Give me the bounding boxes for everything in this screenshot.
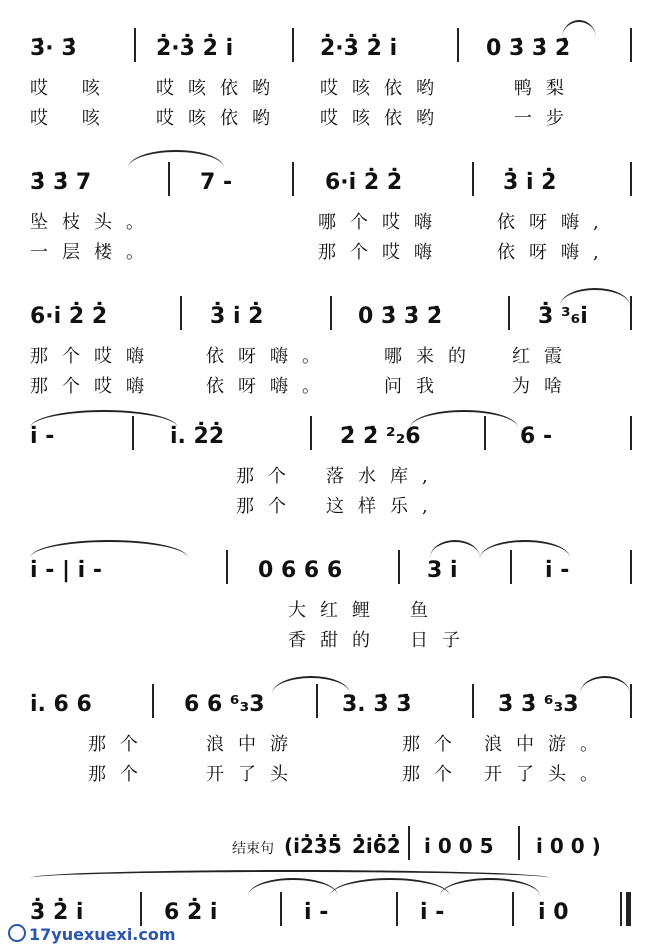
- lyric-text: 坠枝头。: [30, 212, 158, 233]
- bar-line: [330, 296, 332, 330]
- note-group: 3̇ ³₆i̇: [538, 304, 588, 329]
- lyric-text: 一步: [514, 108, 578, 129]
- note-group: 0 6 6 6: [258, 558, 343, 583]
- note-group: i̇ -: [30, 424, 55, 449]
- bar-line: [508, 296, 510, 330]
- lyric-line: [0, 492, 659, 520]
- note-group: i̇ 0 0 ): [536, 834, 601, 858]
- bar-line: [630, 416, 632, 450]
- bar-line: [292, 28, 294, 62]
- bar-line: [512, 892, 514, 926]
- score-system: [0, 550, 659, 670]
- note-group: 6·i̇ 2̇ 2̇: [30, 304, 108, 329]
- bar-line: [408, 826, 410, 860]
- slur-mark: [330, 878, 450, 896]
- lyric-text: 为啥: [512, 376, 576, 397]
- lyric-text: 那个: [402, 764, 466, 785]
- lyric-text: 这样乐,: [326, 496, 442, 517]
- note-group: 0 3̇ 3̇ 2̇: [358, 304, 443, 329]
- lyric-text: 落水库,: [326, 466, 442, 487]
- note-group: i̇ 0: [538, 900, 569, 925]
- lyric-text: 开了头: [206, 764, 302, 785]
- lyric-line: [0, 238, 659, 266]
- lyric-text: 那个哎嗨: [30, 346, 158, 367]
- lyric-text: 鸭梨: [514, 78, 578, 99]
- lyric-text: 开了头。: [484, 764, 612, 785]
- lyric-text: 哎咳依哟: [156, 78, 284, 99]
- lyric-line: [0, 104, 659, 132]
- bar-line: [472, 684, 474, 718]
- notes-line: [0, 28, 659, 64]
- lyric-text: 依呀嗨,: [497, 212, 613, 233]
- lyric-line: [0, 760, 659, 788]
- lyric-text: 一层楼。: [30, 242, 158, 263]
- bar-line: [630, 296, 632, 330]
- note-group: i̇. 6 6: [30, 692, 92, 717]
- note-group: 3. 3̇ 3̇: [342, 692, 412, 717]
- notes-line: [0, 162, 659, 198]
- note-group: i̇ 0 0 5: [424, 834, 494, 858]
- lyric-line: [0, 596, 659, 624]
- note-group: 3̇ i̇ 2̇: [503, 170, 557, 195]
- lyric-text: 红霞: [512, 346, 576, 367]
- bar-line: [226, 550, 228, 584]
- lyric-text: 那个哎嗨: [30, 376, 158, 397]
- lyric-text: 哎咳依哟: [320, 108, 448, 129]
- lyric-line: [0, 208, 659, 236]
- bar-line: [140, 892, 142, 926]
- lyric-line: [0, 74, 659, 102]
- bar-line: [280, 892, 282, 926]
- note-group: 6 -: [520, 424, 553, 449]
- note-group: 2̇·3̇ 2̇ i̇: [156, 36, 234, 61]
- slur-mark: [272, 676, 350, 694]
- slur-mark: [430, 540, 480, 558]
- note-group: 3 i̇: [427, 558, 458, 583]
- bar-line: [310, 416, 312, 450]
- lyric-text: 日子: [410, 630, 474, 651]
- bar-line: [396, 892, 398, 926]
- final-barline-thick: [626, 892, 631, 926]
- note-group: 3̇ 3̇ ⁶₃3: [498, 692, 579, 717]
- lyric-text: 依呀嗨。: [206, 346, 334, 367]
- note-group: 3̇· 3̇: [30, 36, 77, 61]
- lyric-text: 依呀嗨。: [206, 376, 334, 397]
- ending-label: 结束句: [232, 841, 274, 857]
- slur-mark: [440, 878, 540, 896]
- lyric-text: 那个: [236, 466, 300, 487]
- slur-mark: [30, 870, 550, 878]
- lyric-text: 大红鲤: [288, 600, 384, 621]
- score-system: [0, 162, 659, 282]
- note-group: 0 3̇ 3̇ 2̇: [486, 36, 571, 61]
- bar-line: [457, 28, 459, 62]
- note-group: i̇ -: [545, 558, 570, 583]
- bar-line: [134, 28, 136, 62]
- note-group: 6·i̇ 2̇ 2̇: [325, 170, 403, 195]
- note-group: 6 6 ⁶₃3: [184, 692, 265, 717]
- bar-line: [472, 162, 474, 196]
- slur-mark: [562, 20, 596, 38]
- lyric-text: 哎咳依哟: [156, 108, 284, 129]
- note-group: i̇ -: [420, 900, 445, 925]
- score-system: [0, 416, 659, 536]
- lyric-text: 浪中游: [206, 734, 302, 755]
- score-system: [0, 296, 659, 416]
- lyric-text: 香甜的: [288, 630, 384, 651]
- note-group: 6 2̇ i̇: [164, 900, 218, 925]
- note-group: i̇ - | i̇ -: [30, 558, 103, 583]
- lyric-text: 哎 咳: [30, 78, 114, 99]
- lyric-text: 浪中游。: [484, 734, 612, 755]
- slur-mark: [580, 676, 630, 694]
- bar-line: [630, 162, 632, 196]
- lyric-text: 那个: [236, 496, 300, 517]
- lyric-text: 那个: [88, 764, 152, 785]
- lyric-line: [0, 342, 659, 370]
- lyric-text: 哎咳依哟: [320, 78, 448, 99]
- lyric-line: [0, 626, 659, 654]
- logo-icon: [8, 924, 26, 942]
- note-group: 2̇i̇6̇2̇: [352, 834, 401, 858]
- note-group: (i̇2̇3̇5̇: [284, 834, 342, 858]
- lyric-text: 哎 咳: [30, 108, 114, 129]
- note-group: 2̇·3̇ 2̇ i̇: [320, 36, 398, 61]
- slur-mark: [30, 540, 188, 558]
- bar-line: [630, 28, 632, 62]
- ending-line: [0, 826, 659, 866]
- lyric-text: 依呀嗨,: [497, 242, 613, 263]
- score-system: [0, 28, 659, 148]
- bar-line: [518, 826, 520, 860]
- lyric-line: [0, 462, 659, 490]
- watermark: [8, 924, 176, 944]
- note-group: 3̇ 2̇ i̇: [30, 900, 84, 925]
- watermark-text: 17yuexuexi.com: [29, 925, 176, 944]
- note-group: 2̇ 2̇ ²₂6: [340, 424, 421, 449]
- slur-mark: [480, 540, 570, 558]
- slur-mark: [128, 150, 224, 168]
- lyric-text: 哪来的: [384, 346, 480, 367]
- note-group: i̇ -: [304, 900, 329, 925]
- bar-line: [180, 296, 182, 330]
- note-group: 7 -: [200, 170, 233, 195]
- bar-line: [630, 550, 632, 584]
- slur-mark: [560, 288, 630, 306]
- slur-mark: [248, 878, 338, 896]
- note-group: i̇. 2̇2̇: [170, 424, 225, 449]
- lyric-text: 那个哎嗨: [318, 242, 446, 263]
- bar-line: [630, 684, 632, 718]
- bar-line: [398, 550, 400, 584]
- bar-line: [152, 684, 154, 718]
- lyric-line: [0, 372, 659, 400]
- lyric-text: 那个: [88, 734, 152, 755]
- lyric-text: 鱼: [410, 600, 442, 621]
- final-barline-thin: [620, 892, 622, 926]
- note-group: 3̇ i̇ 2̇: [210, 304, 264, 329]
- lyric-text: 哪个哎嗨: [318, 212, 446, 233]
- lyric-line: [0, 730, 659, 758]
- bar-line: [292, 162, 294, 196]
- lyric-text: 问我: [384, 376, 448, 397]
- note-group: 3̇ 3̇ 7: [30, 170, 92, 195]
- score-system: [0, 684, 659, 804]
- lyric-text: 那个: [402, 734, 466, 755]
